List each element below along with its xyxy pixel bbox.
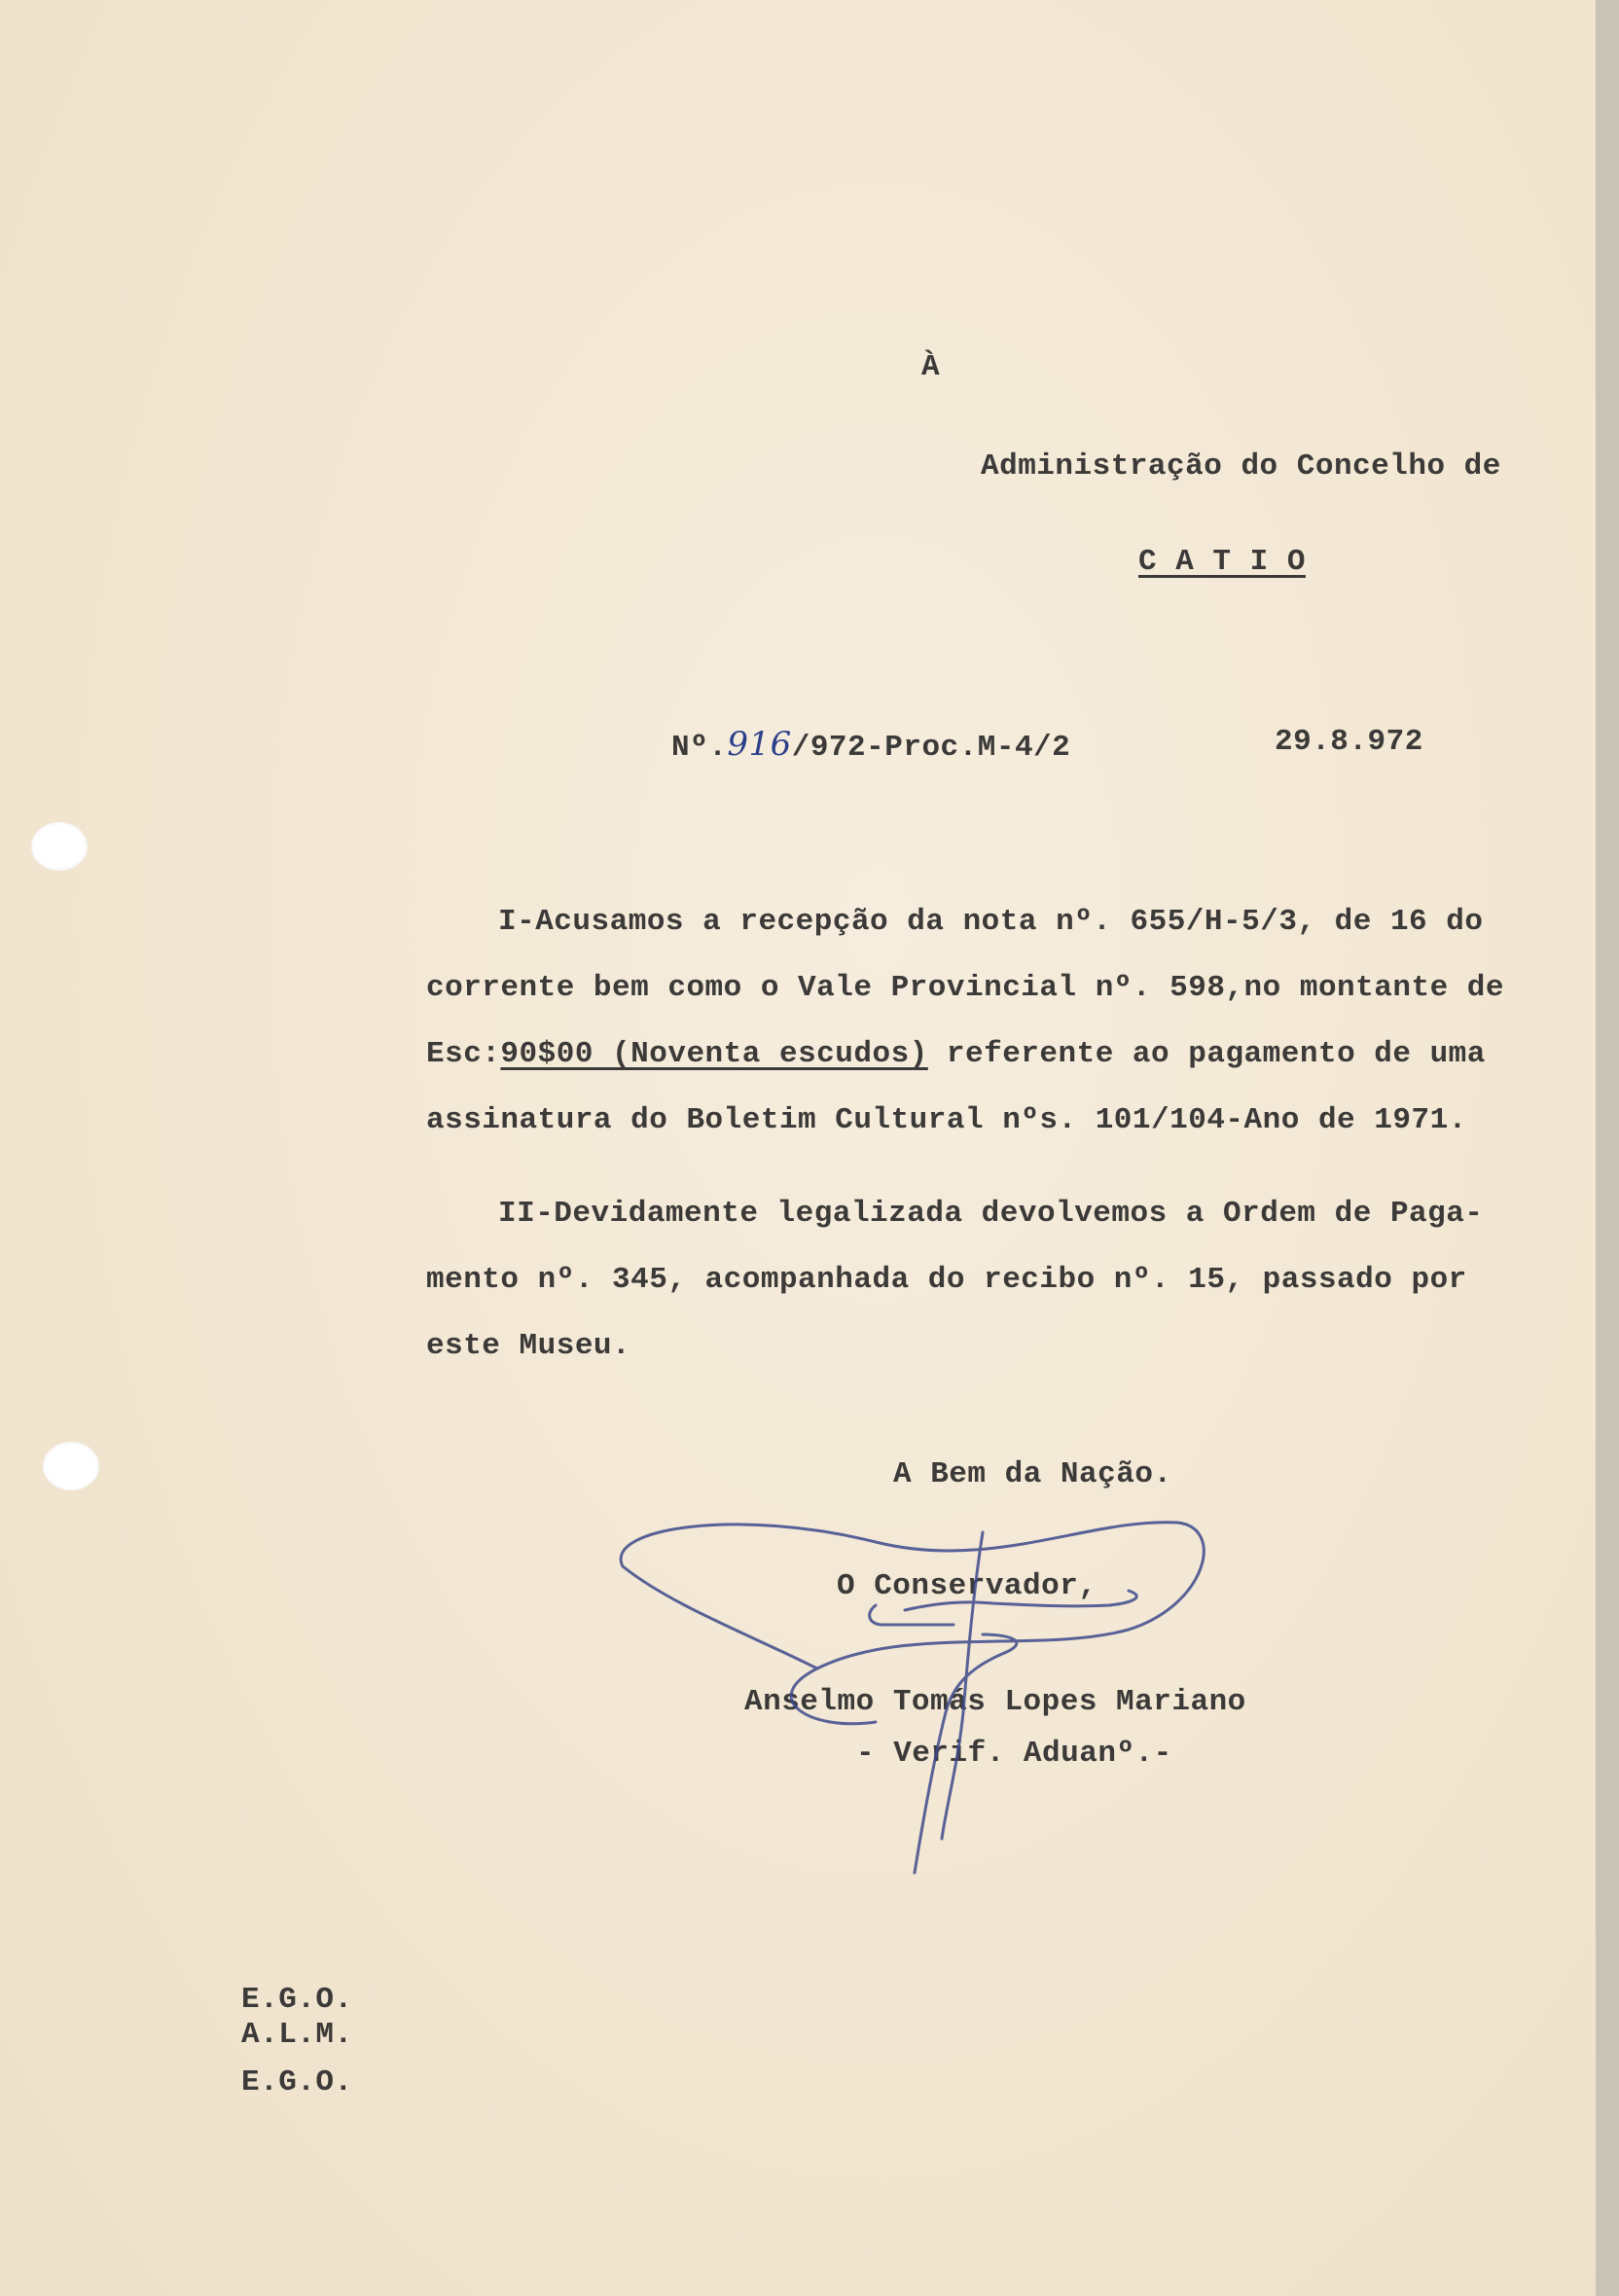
addressee-line: Administração do Concelho de (981, 449, 1501, 484)
addressee-place: C A T I O (1138, 545, 1306, 579)
header-to: À (921, 350, 941, 384)
amount-reference: referente ao pagamento de uma (927, 1037, 1486, 1071)
reference-number (671, 725, 1070, 765)
reference-date: 29.8.972 (1275, 725, 1423, 759)
amount-prefix: Esc: (426, 1037, 501, 1071)
signatory-title: - Verif. Aduanº.- (856, 1737, 1172, 1771)
reference-handwritten-number: 916 (727, 725, 792, 764)
paragraph-2-line-2: mento nº. 345, acompanhada do recibo nº. 15, passado por (426, 1263, 1467, 1297)
paragraph-1-line-3 (426, 1037, 1486, 1071)
paragraph-2-line-3: este Museu. (426, 1329, 631, 1363)
paragraph-1-line-2: corrente bem como o Vale Provincial nº. 598,no montante de (426, 971, 1504, 1005)
paragraph-2-line-1: II-Devidamente legalizada devolvemos a Ordem de Paga- (498, 1197, 1484, 1231)
paragraph-1-line-1: I-Acusamos a recepção da nota nº. 655/H-5/3, de 16 do (498, 905, 1484, 939)
initials-line-3: E.G.O. (241, 2065, 353, 2099)
reference-suffix: /972-Proc.M-4/2 (791, 731, 1071, 765)
paragraph-1-line-4: assinatura do Boletim Cultural nºs. 101/104-Ano de 1971. (426, 1103, 1467, 1137)
signatory-name: Anselmo Tomás Lopes Mariano (744, 1685, 1246, 1719)
punch-hole-bottom (43, 1442, 99, 1490)
amount-value: 90$00 (Noventa escudos) (500, 1037, 928, 1071)
closing-salutation: A Bem da Nação. (893, 1457, 1172, 1491)
punch-hole-top (31, 822, 88, 871)
initials-line-1: E.G.O. (241, 1983, 353, 2017)
signatory-role: O Conservador, (837, 1569, 1097, 1603)
initials-line-2: A.L.M. (241, 2018, 353, 2052)
reference-prefix: Nº. (671, 731, 728, 765)
